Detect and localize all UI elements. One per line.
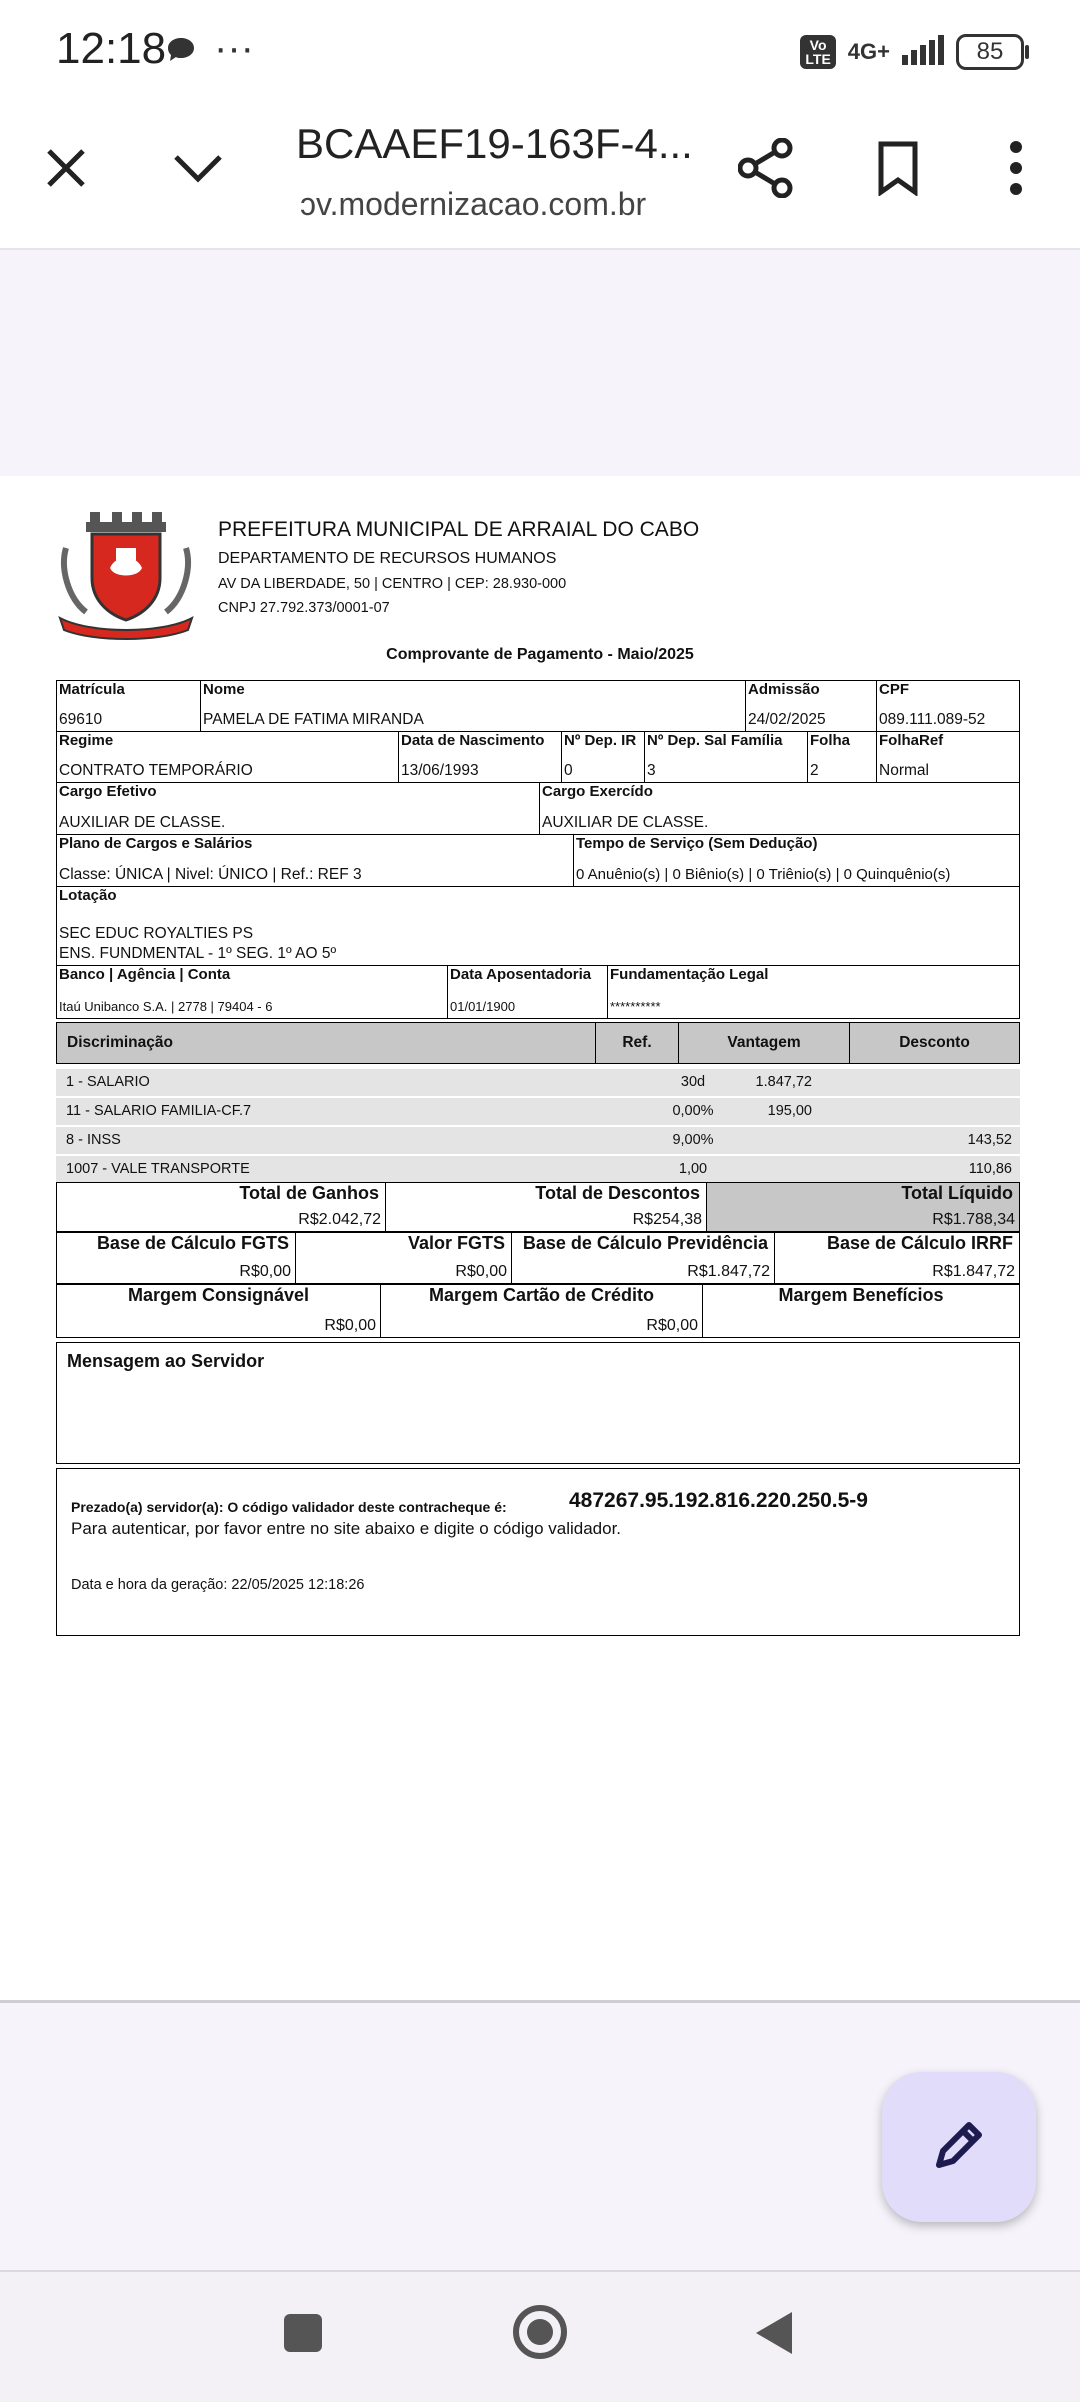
back-button[interactable] (752, 2308, 796, 2363)
document-url: ɔv.modernizacao.com.br (300, 186, 647, 222)
cpf-label: CPF (879, 681, 909, 698)
plano-label: Plano de Cargos e Salários (59, 835, 253, 852)
plano-value: Classe: ÚNICA | Nivel: ÚNICO | Ref.: REF 3 (59, 866, 362, 883)
folha-cell (807, 731, 877, 783)
total-ganhos-label: Total de Ganhos (239, 1183, 379, 1203)
bookmark-button[interactable] (858, 130, 938, 210)
fgts-base-value: R$0,00 (239, 1263, 291, 1280)
cargo-efetivo-label: Cargo Efetivo (59, 783, 157, 800)
table-row (56, 1127, 1020, 1154)
irrf-base-label: Base de Cálculo IRRF (826, 1233, 1013, 1253)
margem-consignavel-value: R$0,00 (324, 1317, 376, 1334)
back-triangle-icon (752, 2345, 796, 2362)
pencil-icon (929, 2115, 989, 2180)
item-vantagem: 1.847,72 (755, 1074, 812, 1090)
status-bar (0, 0, 1080, 100)
home-circle-icon (510, 2349, 570, 2366)
fgts-valor-label: Valor FGTS (407, 1233, 505, 1253)
nascimento-cell (398, 731, 562, 783)
dep-sal-value: 3 (647, 762, 656, 779)
folha-value: 2 (810, 762, 819, 779)
aposentadoria-value: 01/01/1900 (450, 999, 516, 1014)
matricula-label: Matrícula (59, 681, 125, 698)
col-desconto: Desconto (849, 1022, 1020, 1064)
document-title: BCAAEF19-163F-4... (296, 120, 693, 167)
margem-consignavel-label: Margem Consignável (127, 1285, 310, 1305)
margem-beneficios-label: Margem Benefícios (778, 1285, 944, 1305)
org-cnpj: CNPJ 27.792.373/0001-07 (218, 600, 390, 616)
status-more: ··· (214, 26, 254, 70)
recents-button[interactable] (280, 2310, 326, 2361)
nome-label: Nome (203, 681, 245, 698)
more-vert-icon (1009, 140, 1023, 201)
share-icon (738, 138, 794, 203)
cargo-efetivo-cell (56, 782, 540, 835)
status-time: 12:18 (56, 24, 167, 73)
receipt-title: Comprovante de Pagamento - Maio/2025 (386, 646, 694, 663)
banco-cell (56, 965, 448, 1019)
margem-cartao-label: Margem Cartão de Crédito (428, 1285, 655, 1305)
signal-icon (902, 35, 944, 70)
dep-ir-label: Nº Dep. IR (564, 732, 637, 749)
item-ref: 9,00% (672, 1132, 714, 1148)
nascimento-label: Data de Nascimento (401, 732, 545, 749)
tempo-servico-value: 0 Anuênio(s) | 0 Biênio(s) | 0 Triênio(s) | 0 Quinquênio(s) (576, 866, 951, 883)
cargo-exercido-label: Cargo Exercído (542, 783, 653, 800)
document-header (56, 508, 1036, 648)
validator-box (56, 1468, 1020, 1636)
tempo-servico-label: Tempo de Serviço (Sem Dedução) (576, 835, 818, 852)
table-row (56, 1098, 1020, 1125)
admissao-value: 24/02/2025 (748, 711, 826, 728)
volte-icon: Vo LTE (800, 35, 835, 69)
previdencia-base-label: Base de Cálculo Previdência (522, 1233, 768, 1253)
chevron-down-icon (172, 153, 224, 188)
lotacao-cell (56, 886, 1020, 966)
total-ganhos-cell (56, 1182, 386, 1232)
battery-indicator: 85 (956, 34, 1024, 70)
item-ref: 1,00 (678, 1161, 708, 1177)
total-liquido-value: R$1.788,34 (932, 1211, 1015, 1228)
close-icon (45, 147, 87, 194)
folharef-cell (876, 731, 1020, 783)
margem-cartao-value: R$0,00 (646, 1317, 698, 1334)
tempo-servico-cell (573, 834, 1020, 887)
banco-label: Banco | Agência | Conta (59, 966, 231, 983)
item-vantagem: 195,00 (767, 1103, 812, 1119)
chat-bubble-icon (164, 34, 198, 73)
dep-ir-value: 0 (564, 762, 573, 779)
lotacao-line-1: SEC EDUC ROYALTIES PS (59, 925, 254, 942)
close-button[interactable] (26, 130, 106, 210)
nome-cell (200, 680, 746, 732)
col-discriminacao: Discriminação (56, 1022, 596, 1064)
fundamentacao-value: ********** (610, 999, 661, 1014)
admissao-cell (745, 680, 877, 732)
dep-ir-cell (561, 731, 645, 783)
total-descontos-label: Total de Descontos (535, 1183, 700, 1203)
margem-cartao-cell (380, 1284, 703, 1338)
folharef-label: FolhaRef (879, 732, 944, 749)
item-desc: 8 - INSS (66, 1132, 121, 1148)
matricula-value: 69610 (59, 711, 103, 728)
home-button[interactable] (510, 2302, 570, 2367)
total-descontos-cell (385, 1182, 707, 1232)
aposentadoria-cell (447, 965, 608, 1019)
fundamentacao-label: Fundamentação Legal (610, 966, 769, 983)
previdencia-base-value: R$1.847,72 (687, 1263, 770, 1280)
irrf-base-cell (774, 1232, 1020, 1284)
item-ref: 30d (680, 1074, 706, 1090)
aposentadoria-label: Data Aposentadoria (450, 966, 592, 983)
bookmark-icon (877, 140, 919, 201)
generation-timestamp: Data e hora da geração: 22/05/2025 12:18:26 (71, 1577, 365, 1593)
city-crest-logo (56, 508, 196, 640)
banco-value: Itaú Unibanco S.A. | 2778 | 79404 - 6 (59, 999, 273, 1014)
item-desconto: 143,52 (967, 1132, 1012, 1148)
fundamentacao-cell (607, 965, 1020, 1019)
fgts-valor-cell (295, 1232, 512, 1284)
message-box (56, 1342, 1020, 1464)
regime-cell (56, 731, 399, 783)
item-desc: 1 - SALARIO (66, 1074, 150, 1090)
total-ganhos-value: R$2.042,72 (298, 1211, 381, 1228)
validator-code: 487267.95.192.816.220.250.5-9 (569, 1489, 868, 1512)
nome-value: PAMELA DE FATIMA MIRANDA (203, 711, 424, 728)
square-icon (280, 2343, 326, 2360)
dep-sal-label: Nº Dep. Sal Família (647, 732, 783, 749)
total-liquido-cell (706, 1182, 1020, 1232)
validator-instruction: Para autenticar, por favor entre no site abaixo e digite o código validador. (71, 1519, 622, 1538)
expand-button[interactable] (158, 130, 238, 210)
dept-name: DEPARTAMENTO DE RECURSOS HUMANOS (218, 550, 557, 567)
lotacao-label: Lotação (59, 887, 117, 904)
admissao-label: Admissão (748, 681, 820, 698)
message-label: Mensagem ao Servidor (67, 1351, 265, 1371)
margem-beneficios-cell (702, 1284, 1020, 1338)
regime-value: CONTRATO TEMPORÁRIO (59, 762, 253, 779)
validator-intro: Prezado(a) servidor(a): O código validador deste contracheque é: (71, 1499, 507, 1515)
folharef-value: Normal (879, 762, 929, 779)
cpf-cell (876, 680, 1020, 732)
nascimento-value: 13/06/1993 (401, 762, 479, 779)
table-row (56, 1069, 1020, 1096)
status-icons (800, 30, 1024, 74)
share-button[interactable] (726, 130, 806, 210)
fgts-base-cell (56, 1232, 296, 1284)
total-descontos-value: R$254,38 (632, 1211, 702, 1228)
fgts-base-label: Base de Cálculo FGTS (96, 1233, 289, 1253)
matricula-cell (56, 680, 201, 732)
more-options-button[interactable] (976, 130, 1056, 210)
org-address: AV DA LIBERDADE, 50 | CENTRO | CEP: 28.930-000 (218, 576, 567, 592)
regime-label: Regime (59, 732, 114, 749)
item-desc: 1007 - VALE TRANSPORTE (66, 1161, 250, 1177)
page-gap (0, 250, 1080, 476)
network-type: 4G+ (847, 39, 890, 64)
viewer-toolbar (0, 100, 1080, 250)
table-row (56, 1156, 1020, 1183)
col-ref: Ref. (595, 1022, 679, 1064)
cpf-value: 089.111.089-52 (879, 711, 986, 728)
cargo-efetivo-value: AUXILIAR DE CLASSE. (59, 814, 226, 831)
edit-fab-button[interactable] (882, 2072, 1036, 2222)
plano-cell (56, 834, 574, 887)
dep-sal-cell (644, 731, 808, 783)
cargo-exercido-cell (539, 782, 1020, 835)
previdencia-base-cell (511, 1232, 775, 1284)
item-ref: 0,00% (672, 1103, 714, 1119)
item-desc: 11 - SALARIO FAMILIA-CF.7 (66, 1103, 252, 1119)
folha-label: Folha (810, 732, 850, 749)
fgts-valor-value: R$0,00 (455, 1263, 507, 1280)
system-nav-bar (0, 2270, 1080, 2402)
cargo-exercido-value: AUXILIAR DE CLASSE. (542, 814, 709, 831)
org-name: PREFEITURA MUNICIPAL DE ARRAIAL DO CABO (218, 518, 700, 541)
lotacao-line-2: ENS. FUNDMENTAL - 1º SEG. 1º AO 5º (59, 945, 337, 962)
item-desconto: 110,86 (968, 1161, 1012, 1177)
margem-consignavel-cell (56, 1284, 381, 1338)
irrf-base-value: R$1.847,72 (932, 1263, 1015, 1280)
col-vantagem: Vantagem (678, 1022, 850, 1064)
total-liquido-label: Total Líquido (901, 1183, 1013, 1203)
